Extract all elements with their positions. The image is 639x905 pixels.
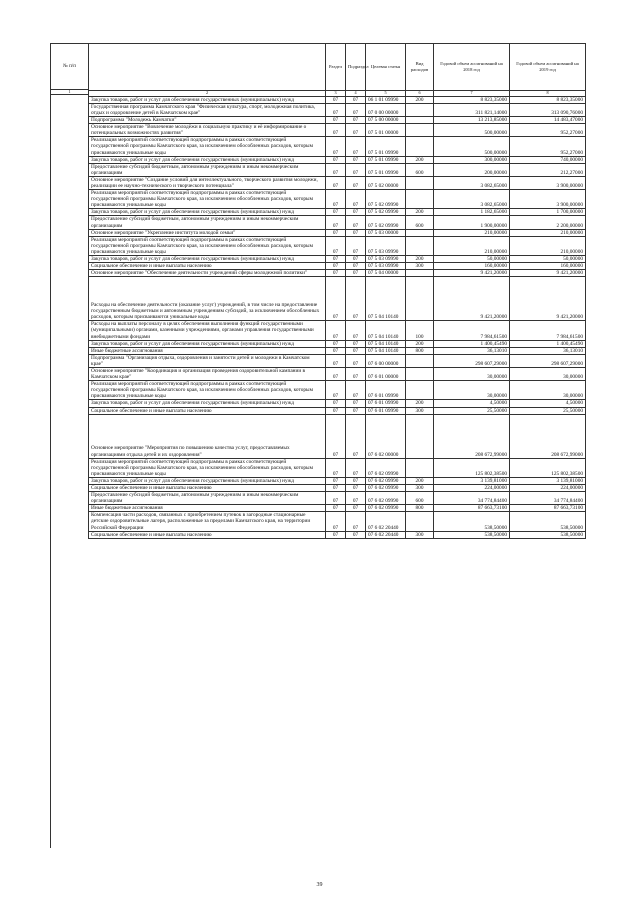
row-vid: 200	[406, 156, 434, 163]
row-name: Государственная программа Камчатского края "Физическая культура, спорт, молодежная политика, отдых и оздоровление детей в Камчатском крае"	[89, 103, 326, 116]
row-amount-2019: 1 700,00000	[510, 209, 586, 216]
row-amount-2019: 952,27000	[510, 137, 586, 156]
table-row	[89, 163, 586, 176]
row-vid: 300	[406, 407, 434, 414]
row-razdel: 07	[326, 216, 346, 229]
header-vid: Вид расходов	[406, 44, 434, 91]
row-vid: 800	[406, 505, 434, 512]
row-name: Закупка товаров, работ и услуг для обеспечения государственных (муниципальных) нужд	[89, 400, 326, 407]
row-name: Расходы на обеспечение деятельности (оказание услуг) учреждений, в том числе на предоставление государственным бюджетным и автономным учреждениям субсидий, за исключением обособленных расходов, которым присваиваются уникальные коды	[89, 277, 326, 321]
row-amount-2018: 210,00000	[434, 229, 510, 236]
row-vid: 200	[406, 209, 434, 216]
row-amount-2018: 34 774,84400	[434, 492, 510, 505]
row-razdel: 07	[326, 347, 346, 354]
index-cell: 3	[326, 91, 346, 97]
row-razdel: 07	[326, 263, 346, 270]
row-razdel: 07	[326, 492, 346, 505]
row-amount-2019: 952,27000	[510, 124, 586, 137]
row-amount-2018: 1 400,45490	[434, 340, 510, 347]
row-amount-2019: 224,00000	[510, 485, 586, 492]
row-celevaya: 07 5 02 00000	[366, 176, 406, 189]
row-podrazdel: 07	[346, 512, 366, 531]
row-amount-2018: 500,00000	[434, 137, 510, 156]
table-row	[89, 190, 586, 209]
row-podrazdel: 07	[346, 492, 366, 505]
row-razdel: 07	[326, 407, 346, 414]
budget-table	[88, 43, 586, 539]
row-razdel: 07	[326, 176, 346, 189]
num-column-header: № п/п	[50, 43, 88, 90]
row-razdel: 07	[326, 117, 346, 124]
table-row	[89, 117, 586, 124]
row-name: Расходы на выплаты персоналу в целях обеспечения выполнения функций государственными (муниципальными) органами, казенными учреждениями, органами управления государственными внебюджетными фондами	[89, 321, 326, 340]
row-podrazdel: 07	[346, 103, 366, 116]
row-razdel: 07	[326, 163, 346, 176]
row-razdel: 07	[326, 229, 346, 236]
row-podrazdel: 07	[346, 477, 366, 484]
row-amount-2019: 9 421,20000	[510, 277, 586, 321]
row-amount-2018: 311 821,14000	[434, 103, 510, 116]
row-podrazdel: 07	[346, 163, 366, 176]
row-amount-2019: 210,00000	[510, 229, 586, 236]
page-number: 39	[316, 882, 323, 888]
table-row	[89, 400, 586, 407]
table-row	[89, 256, 586, 263]
table-row	[89, 124, 586, 137]
table-row	[89, 477, 586, 484]
row-celevaya: 07 5 04 10140	[366, 277, 406, 321]
row-celevaya: 07 6 02 09990	[366, 485, 406, 492]
row-vid: 200	[406, 96, 434, 103]
row-podrazdel: 07	[346, 263, 366, 270]
row-vid	[406, 277, 434, 321]
row-amount-2018: 1 182,65000	[434, 209, 510, 216]
row-amount-2019: 313 090,76000	[510, 103, 586, 116]
row-amount-2019: 125 802,38500	[510, 458, 586, 477]
row-podrazdel: 07	[346, 367, 366, 380]
row-name: Предоставление субсидий бюджетным, автономным учреждениям и иным некоммерческим организациям	[89, 216, 326, 229]
row-name: Основное мероприятие "Обеспечение деятельности учреждений сферы молодежной политики"	[89, 270, 326, 277]
row-amount-2018: 125 802,38500	[434, 458, 510, 477]
index-cell: 5	[366, 91, 406, 97]
table-row	[89, 414, 586, 458]
row-celevaya: 07 6 02 09990	[366, 505, 406, 512]
row-vid	[406, 354, 434, 367]
row-razdel: 07	[326, 354, 346, 367]
row-vid: 200	[406, 256, 434, 263]
row-amount-2018: 8 823,35000	[434, 96, 510, 103]
row-amount-2018: 9 421,20000	[434, 270, 510, 277]
row-name: Реализация мероприятий соответствующей подпрограммы в рамках соответствующей государственной программы Камчатского края, за исключением обособленных расходов, которым присваиваются уникальные коды	[89, 137, 326, 156]
row-name: Основное мероприятие "Мероприятия по повышению качества услуг, предоставляемых организациями отдыха детей и их оздоровления"	[89, 414, 326, 458]
row-name: Подпрограмма "Организация отдыха, оздоровления и занятости детей и молодежи в Камчатском крае"	[89, 354, 326, 367]
table-row	[89, 236, 586, 255]
row-vid	[406, 458, 434, 477]
header-celevaya: Целевая статья	[366, 44, 406, 91]
row-amount-2018: 3 082,65000	[434, 190, 510, 209]
row-razdel: 07	[326, 512, 346, 531]
row-amount-2018: 160,00000	[434, 263, 510, 270]
row-name: Закупка товаров, работ и услуг для обеспечения государственных (муниципальных) нужд	[89, 209, 326, 216]
row-celevaya: 07 5 03 00000	[366, 229, 406, 236]
header-name	[89, 44, 326, 91]
table-row	[89, 512, 586, 531]
row-vid: 600	[406, 163, 434, 176]
row-vid	[406, 236, 434, 255]
row-name: Закупка товаров, работ и услуг для обеспечения государственных (муниципальных) нужд	[89, 256, 326, 263]
index-cell: 2	[89, 91, 326, 97]
row-razdel: 07	[326, 190, 346, 209]
row-amount-2019: 538,50000	[510, 531, 586, 538]
row-amount-2018: 50,00000	[434, 256, 510, 263]
table-row	[89, 531, 586, 538]
num-column-index: 1	[50, 90, 88, 95]
row-podrazdel: 07	[346, 531, 366, 538]
row-amount-2019: 34 774,84400	[510, 492, 586, 505]
row-podrazdel: 07	[346, 209, 366, 216]
row-name: Закупка товаров, работ и услуг для обеспечения государственных (муниципальных) нужд	[89, 156, 326, 163]
table-row	[89, 407, 586, 414]
row-vid: 200	[406, 340, 434, 347]
row-vid	[406, 190, 434, 209]
row-razdel: 07	[326, 277, 346, 321]
row-podrazdel: 07	[346, 176, 366, 189]
row-vid: 600	[406, 492, 434, 505]
row-amount-2019: 212,27000	[510, 163, 586, 176]
row-celevaya: 07 6 02 20440	[366, 512, 406, 531]
row-amount-2019: 50,00000	[510, 256, 586, 263]
row-amount-2019: 30,00000	[510, 381, 586, 400]
row-vid: 100	[406, 321, 434, 340]
table-row	[89, 367, 586, 380]
row-amount-2018: 538,50000	[434, 531, 510, 538]
row-razdel: 07	[326, 270, 346, 277]
row-podrazdel: 07	[346, 347, 366, 354]
table-header-row	[89, 44, 586, 91]
row-vid: 800	[406, 347, 434, 354]
row-name: Предоставление субсидий бюджетным, автономным учреждениям и иным некоммерческим организациям	[89, 163, 326, 176]
row-vid	[406, 367, 434, 380]
row-amount-2019: 4,50000	[510, 400, 586, 407]
row-podrazdel: 07	[346, 400, 366, 407]
row-celevaya: 07 6 02 09990	[366, 458, 406, 477]
row-razdel: 07	[326, 505, 346, 512]
row-razdel: 07	[326, 103, 346, 116]
row-amount-2019: 160,00000	[510, 263, 586, 270]
row-celevaya: 07 5 03 09990	[366, 263, 406, 270]
row-amount-2019: 208 672,99000	[510, 414, 586, 458]
row-amount-2018: 200,00000	[434, 163, 510, 176]
row-name: Основное мероприятие "Координация и организация проведения оздоровительной кампании в Камчатском крае"	[89, 367, 326, 380]
row-celevaya: 07 6 01 09990	[366, 407, 406, 414]
row-amount-2019: 7 984,61500	[510, 321, 586, 340]
row-razdel: 07	[326, 367, 346, 380]
row-podrazdel: 07	[346, 256, 366, 263]
table-row	[89, 340, 586, 347]
row-celevaya: 07 6 01 09990	[366, 400, 406, 407]
row-podrazdel: 07	[346, 277, 366, 321]
row-podrazdel: 07	[346, 407, 366, 414]
row-razdel: 07	[326, 477, 346, 484]
row-amount-2018: 224,00000	[434, 485, 510, 492]
row-podrazdel: 07	[346, 216, 366, 229]
row-amount-2018: 25,50000	[434, 407, 510, 414]
row-amount-2019: 3 900,00000	[510, 176, 586, 189]
row-celevaya: 06 1 01 09990	[366, 96, 406, 103]
row-amount-2019: 36,13010	[510, 347, 586, 354]
table-row	[89, 321, 586, 340]
row-amount-2019: 25,50000	[510, 407, 586, 414]
row-name: Социальное обеспечение и иные выплаты населению	[89, 263, 326, 270]
row-podrazdel: 07	[346, 156, 366, 163]
row-vid: 200	[406, 477, 434, 484]
row-celevaya: 07 5 04 10140	[366, 321, 406, 340]
table-row	[89, 381, 586, 400]
row-amount-2018: 1 900,00000	[434, 216, 510, 229]
row-celevaya: 07 6 01 00000	[366, 367, 406, 380]
row-name: Иные бюджетные ассигнования	[89, 347, 326, 354]
row-amount-2018: 210,00000	[434, 236, 510, 255]
row-name: Реализация мероприятий соответствующей подпрограммы в рамках соответствующей государственной программы Камчатского края, за исключением обособленных расходов, которым присваиваются уникальные коды	[89, 458, 326, 477]
row-razdel: 07	[326, 137, 346, 156]
row-amount-2019: 298 607,29000	[510, 354, 586, 367]
row-vid: 300	[406, 263, 434, 270]
row-razdel: 07	[326, 381, 346, 400]
row-name: Иные бюджетные ассигнования	[89, 505, 326, 512]
table-row	[89, 156, 586, 163]
table-row	[89, 229, 586, 236]
row-name: Закупка товаров, работ и услуг для обеспечения государственных (муниципальных) нужд	[89, 340, 326, 347]
table-row	[89, 216, 586, 229]
row-celevaya: 07 5 02 09990	[366, 190, 406, 209]
row-celevaya: 07 5 02 09990	[366, 209, 406, 216]
row-amount-2018: 13 213,85000	[434, 117, 510, 124]
row-vid	[406, 512, 434, 531]
table-row	[89, 263, 586, 270]
row-vid	[406, 270, 434, 277]
row-amount-2018: 298 607,29000	[434, 354, 510, 367]
header-2019: Годовой объем ассигнований на 2019 год	[510, 44, 586, 91]
row-podrazdel: 07	[346, 505, 366, 512]
table-row	[89, 96, 586, 103]
row-celevaya: 07 5 04 00000	[366, 270, 406, 277]
row-podrazdel: 07	[346, 229, 366, 236]
row-celevaya: 07 5 04 10140	[366, 347, 406, 354]
row-amount-2019: 3 900,00000	[510, 190, 586, 209]
index-cell: 4	[346, 91, 366, 97]
row-name: Основное мероприятие "Вовлечение молодёжи в социальную практику и её информирование о потенциальных возможностях развития"	[89, 124, 326, 137]
row-celevaya: 07 6 02 00000	[366, 414, 406, 458]
row-vid	[406, 229, 434, 236]
row-podrazdel: 07	[346, 190, 366, 209]
index-cell: 7	[434, 91, 510, 97]
row-name: Закупка товаров, работ и услуг для обеспечения государственных (муниципальных) нужд	[89, 96, 326, 103]
row-razdel: 07	[326, 531, 346, 538]
row-celevaya: 07 5 01 00000	[366, 124, 406, 137]
row-name: Социальное обеспечение и иные выплаты населению	[89, 531, 326, 538]
row-celevaya: 07 5 01 09990	[366, 163, 406, 176]
table-row	[89, 505, 586, 512]
row-razdel: 07	[326, 458, 346, 477]
row-razdel: 07	[326, 340, 346, 347]
row-podrazdel: 07	[346, 124, 366, 137]
row-podrazdel: 07	[346, 340, 366, 347]
row-amount-2018: 500,00000	[434, 124, 510, 137]
row-podrazdel: 07	[346, 117, 366, 124]
header-2018: Годовой объем ассигнований на 2018 год	[434, 44, 510, 91]
row-razdel: 07	[326, 96, 346, 103]
row-amount-2018: 30,00000	[434, 367, 510, 380]
row-amount-2019: 3 139,81000	[510, 477, 586, 484]
table-row	[89, 137, 586, 156]
row-amount-2019: 210,00000	[510, 236, 586, 255]
row-razdel: 07	[326, 414, 346, 458]
row-podrazdel: 07	[346, 414, 366, 458]
row-razdel: 07	[326, 400, 346, 407]
row-name: Реализация мероприятий соответствующей подпрограммы в рамках соответствующей государственной программы Камчатского края, за исключением обособленных расходов, которым присваиваются уникальные коды	[89, 381, 326, 400]
row-amount-2019: 14 483,47000	[510, 117, 586, 124]
row-celevaya: 07 6 02 09990	[366, 477, 406, 484]
row-razdel: 07	[326, 236, 346, 255]
header-razdel: Раздел	[326, 44, 346, 91]
row-amount-2018: 36,13010	[434, 347, 510, 354]
table-row	[89, 277, 586, 321]
row-amount-2018: 538,50000	[434, 512, 510, 531]
row-amount-2019: 538,50000	[510, 512, 586, 531]
row-amount-2018: 7 984,61500	[434, 321, 510, 340]
row-celevaya: 07 5 04 10140	[366, 340, 406, 347]
row-vid	[406, 414, 434, 458]
row-celevaya: 07 6 01 09990	[366, 381, 406, 400]
row-name: Компенсация части расходов, связанных с приобретением путевок в загородные стационарные детские оздоровительные лагеря, расположенные за пределами Камчатского края, на территории Российской Федерации	[89, 512, 326, 531]
row-name: Подпрограмма "Молодежь Камчатки"	[89, 117, 326, 124]
row-amount-2019: 30,00000	[510, 367, 586, 380]
row-celevaya: 07 5 01 09990	[366, 137, 406, 156]
row-podrazdel: 07	[346, 137, 366, 156]
row-celevaya: 07 6 02 20440	[366, 531, 406, 538]
row-vid	[406, 176, 434, 189]
row-amount-2018: 87 663,73100	[434, 505, 510, 512]
row-razdel: 07	[326, 156, 346, 163]
index-cell: 8	[510, 91, 586, 97]
row-amount-2019: 2 200,00000	[510, 216, 586, 229]
header-podrazdel: Подраздел	[346, 44, 366, 91]
row-amount-2018: 4,50000	[434, 400, 510, 407]
row-name: Реализация мероприятий соответствующей подпрограммы в рамках соответствующей государственной программы Камчатского края, за исключением обособленных расходов, которым присваиваются уникальные коды	[89, 190, 326, 209]
index-cell: 6	[406, 91, 434, 97]
row-amount-2019: 1 400,45490	[510, 340, 586, 347]
table-row	[89, 103, 586, 116]
row-vid: 300	[406, 531, 434, 538]
table-row	[89, 270, 586, 277]
row-celevaya: 07 5 02 09990	[366, 216, 406, 229]
table-row	[89, 354, 586, 367]
row-celevaya: 07 5 03 09990	[366, 236, 406, 255]
row-amount-2019: 87 663,73100	[510, 505, 586, 512]
row-podrazdel: 07	[346, 270, 366, 277]
row-celevaya: 07 5 03 09990	[366, 256, 406, 263]
row-razdel: 07	[326, 485, 346, 492]
row-name: Предоставление субсидий бюджетным, автономным учреждениям и иным некоммерческим организациям	[89, 492, 326, 505]
row-celevaya: 07 5 01 09990	[366, 156, 406, 163]
row-podrazdel: 07	[346, 485, 366, 492]
row-amount-2019: 8 823,35000	[510, 96, 586, 103]
table-row	[89, 209, 586, 216]
row-vid	[406, 117, 434, 124]
table-row	[89, 176, 586, 189]
row-razdel: 07	[326, 209, 346, 216]
row-amount-2018: 3 082,65000	[434, 176, 510, 189]
row-name: Основное мероприятие "Создание условий для интеллектуального, творческого развития молодежи, реализации ее научно-технического и творческого потенциала"	[89, 176, 326, 189]
row-vid	[406, 124, 434, 137]
row-amount-2018: 30,00000	[434, 381, 510, 400]
row-name: Социальное обеспечение и иные выплаты населению	[89, 485, 326, 492]
row-name: Закупка товаров, работ и услуг для обеспечения государственных (муниципальных) нужд	[89, 477, 326, 484]
table-row	[89, 458, 586, 477]
row-amount-2019: 9 421,20000	[510, 270, 586, 277]
row-vid: 200	[406, 400, 434, 407]
row-podrazdel: 07	[346, 321, 366, 340]
row-vid: 600	[406, 216, 434, 229]
row-vid	[406, 103, 434, 116]
table-row	[89, 492, 586, 505]
row-razdel: 07	[326, 124, 346, 137]
row-amount-2018: 9 421,20000	[434, 277, 510, 321]
num-column-border	[50, 95, 89, 848]
row-vid: 300	[406, 485, 434, 492]
row-celevaya: 07 6 02 09990	[366, 492, 406, 505]
table-row	[89, 347, 586, 354]
row-vid	[406, 137, 434, 156]
row-podrazdel: 07	[346, 381, 366, 400]
row-amount-2018: 300,00000	[434, 156, 510, 163]
row-amount-2018: 208 672,99000	[434, 414, 510, 458]
row-name: Реализация мероприятий соответствующей подпрограммы в рамках соответствующей государственной программы Камчатского края, за исключением обособленных расходов, которым присваиваются уникальные коды	[89, 236, 326, 255]
table-row	[89, 485, 586, 492]
row-name: Социальное обеспечение и иные выплаты населению	[89, 407, 326, 414]
row-celevaya: 07 5 00 00000	[366, 117, 406, 124]
row-podrazdel: 07	[346, 96, 366, 103]
row-podrazdel: 07	[346, 236, 366, 255]
row-podrazdel: 07	[346, 458, 366, 477]
row-amount-2018: 3 139,81000	[434, 477, 510, 484]
row-celevaya: 07 6 00 00000	[366, 354, 406, 367]
row-name: Основное мероприятие "Укрепление института молодой семьи"	[89, 229, 326, 236]
row-vid	[406, 381, 434, 400]
row-amount-2019: 740,00000	[510, 156, 586, 163]
row-celevaya: 07 0 00 00000	[366, 103, 406, 116]
row-razdel: 07	[326, 256, 346, 263]
row-podrazdel: 07	[346, 354, 366, 367]
row-razdel: 07	[326, 321, 346, 340]
